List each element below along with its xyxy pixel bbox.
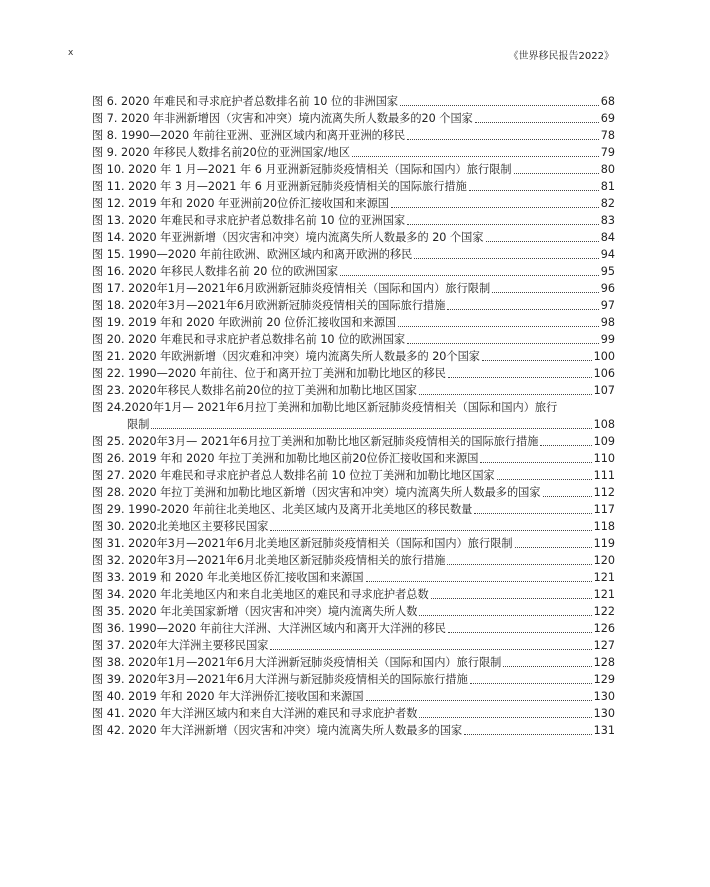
- dot-leader: [414, 258, 598, 259]
- toc-entry[interactable]: [92, 552, 615, 569]
- dot-leader: [515, 547, 592, 548]
- dot-leader: [469, 190, 599, 191]
- dot-leader: [391, 207, 599, 208]
- figure-title: 1990—2020 年前往、位于和离开拉丁美洲和加勒比地区的移民: [128, 367, 446, 380]
- figure-title: 2020 年难民和寻求庇护者总数排名前 10 位的非洲国家: [120, 95, 399, 108]
- page-ref: 117: [593, 503, 615, 516]
- dot-leader: [448, 377, 592, 378]
- page-ref: 81: [600, 180, 615, 193]
- dot-leader: [482, 360, 592, 361]
- page-ref: 96: [600, 282, 615, 295]
- toc-entry[interactable]: [92, 484, 615, 501]
- toc-entry[interactable]: [92, 586, 615, 603]
- figure-label: 图 24.: [92, 401, 125, 414]
- toc-entry[interactable]: [92, 246, 615, 263]
- toc-entry[interactable]: [92, 501, 615, 518]
- figure-label: 图 41.: [92, 707, 125, 720]
- dot-leader: [352, 156, 599, 157]
- dot-leader: [474, 513, 591, 514]
- toc-entry[interactable]: [92, 467, 615, 484]
- figure-label: 图 11.: [92, 180, 125, 193]
- toc-entry[interactable]: [92, 637, 615, 654]
- page-ref: 118: [593, 520, 615, 533]
- figure-label: 图 15.: [92, 248, 125, 261]
- dot-leader: [366, 581, 592, 582]
- dot-leader: [407, 343, 599, 344]
- figure-label: 图 16.: [92, 265, 125, 278]
- dot-leader: [407, 139, 599, 140]
- page-ref: 97: [600, 299, 615, 312]
- figure-label: 图 35.: [92, 605, 125, 618]
- figure-title: 1990—2020 年前往亚洲、亚洲区域内和离开亚洲的移民: [120, 129, 406, 142]
- dot-leader: [497, 479, 592, 480]
- page-ref: 94: [600, 248, 615, 261]
- figure-label: 图 21.: [92, 350, 125, 363]
- page-ref: 80: [600, 163, 615, 176]
- figure-title: 2020年1月—2021年6月欧洲新冠肺炎疫情相关（国际和国内）旅行限制: [128, 282, 491, 295]
- figure-label: 图 36.: [92, 622, 125, 635]
- figure-title: 1990—2020 年前往欧洲、欧洲区域内和离开欧洲的移民: [128, 248, 413, 261]
- dot-leader: [407, 224, 599, 225]
- figure-title: 2020年大洋洲主要移民国家: [128, 639, 269, 652]
- page-ref: 83: [600, 214, 615, 227]
- dot-leader: [400, 105, 599, 106]
- dot-leader: [431, 598, 592, 599]
- toc-entry[interactable]: [92, 450, 615, 467]
- toc-entry[interactable]: [92, 433, 615, 450]
- page-ref: 109: [593, 435, 615, 448]
- dot-leader: [419, 717, 591, 718]
- toc-entry[interactable]: [92, 178, 615, 195]
- dot-leader: [366, 700, 592, 701]
- figure-title: 2020 年大洋洲新增（因灾害和冲突）境内流离失所人数最多的国家: [128, 724, 463, 737]
- figure-label: 图 13.: [92, 214, 125, 227]
- figure-title: 2019 和 2020 年北美地区侨汇接收国和来源国: [128, 571, 364, 584]
- figure-label: 图 14.: [92, 231, 125, 244]
- figure-label: 图 22.: [92, 367, 125, 380]
- figure-label: 图 40.: [92, 690, 125, 703]
- figure-title: 2020 年移民人数排名前20位的亚洲国家/地区: [120, 146, 351, 159]
- figure-title: 2020 年移民人数排名前 20 位的欧洲国家: [128, 265, 339, 278]
- running-header-title: 《世界移民报告2022》: [508, 51, 614, 62]
- page-ref: 120: [593, 554, 615, 567]
- figure-title: 2019 年和 2020 年亚洲前20位侨汇接收国和来源国: [128, 197, 389, 210]
- figure-title: 2020年3月—2021年6月北美地区新冠肺炎疫情相关（国际和国内）旅行限制: [128, 537, 513, 550]
- dot-leader: [151, 428, 591, 429]
- figure-title: 2020 年大洋洲区域内和来自大洋洲的难民和寻求庇护者数: [128, 707, 418, 720]
- page-ref: 107: [593, 384, 615, 397]
- figure-label: 图 42.: [92, 724, 125, 737]
- figure-label: 图 38.: [92, 656, 125, 669]
- figure-list: [92, 93, 615, 739]
- page-ref: 122: [593, 605, 615, 618]
- dot-leader: [447, 309, 598, 310]
- toc-entry[interactable]: [92, 110, 615, 127]
- figure-label: 图 8.: [92, 129, 118, 142]
- figure-title: 2020 年欧洲新增（因灾难和冲突）境内流离失所人数最多的 20个国家: [128, 350, 480, 363]
- toc-entry[interactable]: [92, 127, 615, 144]
- figure-title: 2020年移民人数排名前20位的拉丁美洲和加勒比地区国家: [128, 384, 417, 397]
- figure-title: 1990—2020 年前往大洋洲、大洋洲区域内和离开大洋洲的移民: [128, 622, 446, 635]
- toc-entry[interactable]: [92, 280, 615, 297]
- dot-leader: [448, 632, 592, 633]
- page-ref: 95: [600, 265, 615, 278]
- page-ref: 128: [593, 656, 615, 669]
- page-ref: 129: [593, 673, 615, 686]
- figure-label: 图 33.: [92, 571, 125, 584]
- figure-label: 图 26.: [92, 452, 125, 465]
- toc-entry[interactable]: [92, 671, 615, 688]
- figure-title: 2020年3月—2021年6月欧洲新冠肺炎疫情相关的国际旅行措施: [128, 299, 446, 312]
- figure-label: 图 29.: [92, 503, 125, 516]
- dot-leader: [470, 683, 592, 684]
- toc-entry[interactable]: [92, 705, 615, 722]
- figure-title: 2020年3月—2021年6月大洋洲与新冠肺炎疫情相关的国际旅行措施: [128, 673, 468, 686]
- figure-title: 1990-2020 年前往北美地区、北美区域内及离开北美地区的移民数量: [128, 503, 473, 516]
- page-ref: 69: [600, 112, 615, 125]
- figure-label: 图 30.: [92, 520, 125, 533]
- figure-title: 2020年1月—2021年6月大洋洲新冠肺炎疫情相关（国际和国内）旅行限制: [128, 656, 502, 669]
- page-ref: 106: [593, 367, 615, 380]
- figure-title: 2020 年难民和寻求庇护者总人数排名前 10 位拉丁美洲和加勒比地区国家: [128, 469, 495, 482]
- page-ref: 98: [600, 316, 615, 329]
- dot-leader: [503, 666, 591, 667]
- toc-entry[interactable]: [92, 603, 615, 620]
- toc-entry[interactable]: [92, 229, 615, 246]
- figure-label: 图 25.: [92, 435, 125, 448]
- toc-entry[interactable]: [92, 365, 615, 382]
- toc-entry[interactable]: [92, 569, 615, 586]
- dot-leader: [419, 615, 591, 616]
- dot-leader: [543, 496, 592, 497]
- dot-leader: [270, 649, 591, 650]
- dot-leader: [492, 292, 599, 293]
- figure-title: 2020 年难民和寻求庇护者总数排名前 10 位的亚洲国家: [128, 214, 406, 227]
- figure-title: 2019 年和 2020 年欧洲前 20 位侨汇接收国和来源国: [128, 316, 397, 329]
- figure-label: 图 23.: [92, 384, 125, 397]
- toc-entry[interactable]: [92, 331, 615, 348]
- page-ref: 99: [600, 333, 615, 346]
- page-ref: 82: [600, 197, 615, 210]
- figure-label: 图 12.: [92, 197, 125, 210]
- toc-entry[interactable]: [92, 348, 615, 365]
- figure-title: 2020 年难民和寻求庇护者总数排名前 10 位的欧洲国家: [128, 333, 406, 346]
- figure-label: 图 7.: [92, 112, 118, 125]
- figure-label: 图 9.: [92, 146, 118, 159]
- figure-title: 2020 年非洲新增因（灾害和冲突）境内流离失所人数最多的20 个国家: [120, 112, 473, 125]
- page-ref: 84: [600, 231, 615, 244]
- toc-entry[interactable]: [92, 654, 615, 671]
- toc-entry[interactable]: [92, 382, 615, 399]
- page-ref: 68: [600, 95, 615, 108]
- figure-label: 图 17.: [92, 282, 125, 295]
- page-ref: 130: [593, 707, 615, 720]
- toc-entry[interactable]: [92, 535, 615, 552]
- figure-title: 2019 年和 2020 年拉丁美洲和加勒比地区前20位侨汇接收国和来源国: [128, 452, 479, 465]
- toc-entry[interactable]: [92, 93, 615, 110]
- toc-entry[interactable]: [92, 518, 615, 535]
- figure-label: 图 10.: [92, 163, 125, 176]
- page-ref: 110: [593, 452, 615, 465]
- page-ref: 121: [593, 571, 615, 584]
- toc-entry[interactable]: [92, 314, 615, 331]
- figure-title: 2020 年 3 月—2021 年 6 月亚洲新冠肺炎疫情相关的国际旅行措施: [128, 180, 467, 193]
- toc-entry[interactable]: [92, 195, 615, 212]
- figure-title: 2020年3月—2021年6月北美地区新冠肺炎疫情相关的旅行措施: [128, 554, 446, 567]
- figure-label: 图 32.: [92, 554, 125, 567]
- page-ref: 79: [600, 146, 615, 159]
- toc-entry[interactable]: [92, 161, 615, 178]
- figure-label: 图 28.: [92, 486, 125, 499]
- figure-label: 图 6.: [92, 95, 118, 108]
- figure-title: 2020年3月— 2021年6月拉丁美洲和加勒比地区新冠肺炎疫情相关的国际旅行措施: [128, 435, 539, 448]
- dot-leader: [480, 462, 591, 463]
- page-ref: 127: [593, 639, 615, 652]
- toc-entry[interactable]: [92, 620, 615, 637]
- dot-leader: [464, 734, 591, 735]
- dot-leader: [486, 241, 599, 242]
- dot-leader: [419, 394, 592, 395]
- page-ref: 112: [593, 486, 615, 499]
- figure-title: 2020北美地区主要移民国家: [128, 520, 269, 533]
- toc-entry[interactable]: [92, 722, 615, 739]
- page-ref: 100: [593, 350, 615, 363]
- page-ref: 130: [593, 690, 615, 703]
- figure-label: 图 20.: [92, 333, 125, 346]
- page-ref: 108: [593, 418, 615, 431]
- dot-leader: [475, 122, 599, 123]
- figure-title: 2020 年 1 月—2021 年 6 月亚洲新冠肺炎疫情相关（国际和国内）旅行限制: [128, 163, 512, 176]
- page-ref: 119: [593, 537, 615, 550]
- toc-entry[interactable]: [92, 399, 615, 433]
- toc-entry[interactable]: [92, 263, 615, 280]
- toc-entry[interactable]: [92, 688, 615, 705]
- toc-entry[interactable]: [92, 297, 615, 314]
- dot-leader: [514, 173, 599, 174]
- page-ref: 78: [600, 129, 615, 142]
- page-ref: 111: [593, 469, 615, 482]
- page-number: x: [68, 48, 74, 58]
- figure-label: 图 31.: [92, 537, 125, 550]
- dot-leader: [270, 530, 591, 531]
- figure-label: 图 34.: [92, 588, 125, 601]
- figure-title: 2020 年亚洲新增（因灾害和冲突）境内流离失所人数最多的 20 个国家: [128, 231, 484, 244]
- page-ref: 131: [593, 724, 615, 737]
- figure-title: 2020 年拉丁美洲和加勒比地区新增（因灾害和冲突）境内流离失所人数最多的国家: [128, 486, 541, 499]
- figure-label: 图 37.: [92, 639, 125, 652]
- toc-entry[interactable]: [92, 144, 615, 161]
- figure-label: 图 19.: [92, 316, 125, 329]
- page-ref: 126: [593, 622, 615, 635]
- figure-title-continued: 限制: [127, 418, 150, 431]
- dot-leader: [540, 445, 591, 446]
- page-ref: 121: [593, 588, 615, 601]
- figure-label: 图 39.: [92, 673, 125, 686]
- figure-title: 2020年1月— 2021年6月拉丁美洲和加勒比地区新冠肺炎疫情相关（国际和国内）旅行: [124, 401, 558, 414]
- dot-leader: [340, 275, 599, 276]
- figure-title: 2020 年北美地区内和来自北美地区的难民和寻求庇护者总数: [128, 588, 429, 601]
- figure-label: 图 27.: [92, 469, 125, 482]
- figure-label: 图 18.: [92, 299, 125, 312]
- figure-title: 2020 年北美国家新增（因灾害和冲突）境内流离失所人数: [128, 605, 418, 618]
- dot-leader: [398, 326, 599, 327]
- figure-title: 2019 年和 2020 年大洋洲侨汇接收国和来源国: [128, 690, 364, 703]
- dot-leader: [447, 564, 591, 565]
- toc-entry[interactable]: [92, 212, 615, 229]
